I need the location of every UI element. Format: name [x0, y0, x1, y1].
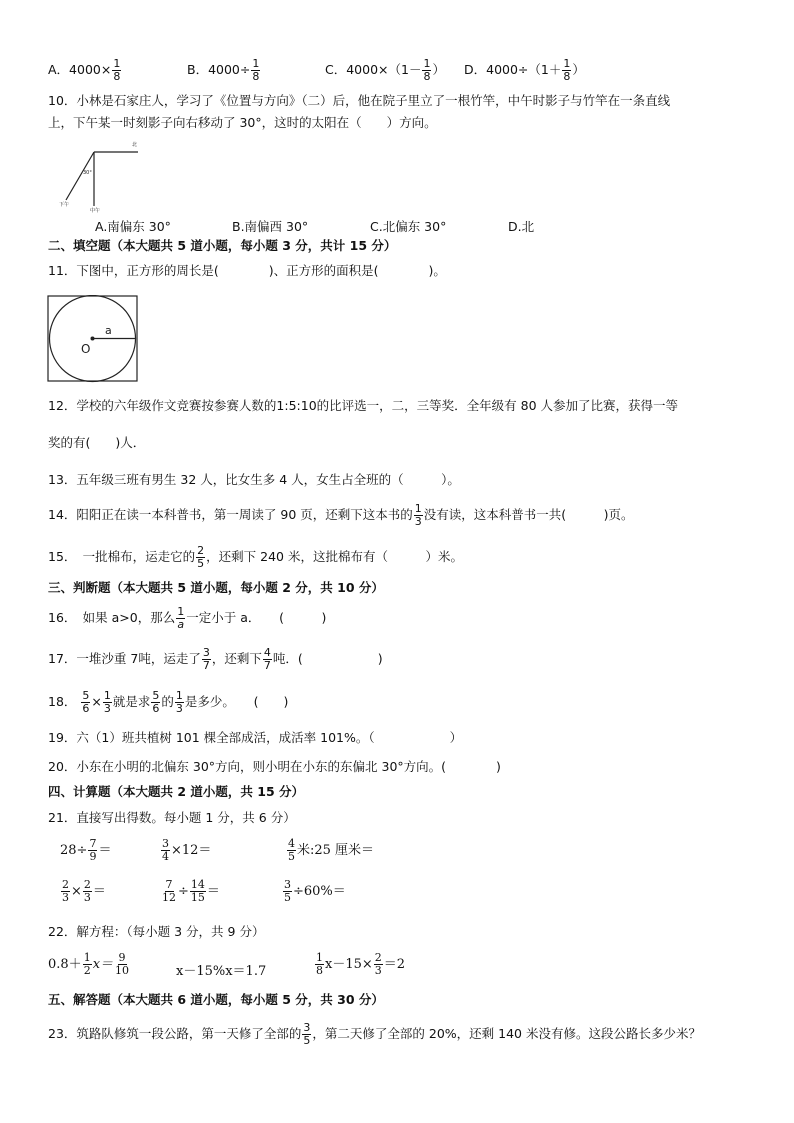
q21-title: 21．直接写出得数。每小题 1 分，共 6 分）	[48, 810, 296, 825]
section-heading-3: 三、判断题（本大题共 5 道小题，每小题 2 分，共 10 分）	[48, 580, 384, 595]
q21-expr-2: $\frac{3}{4}$ ×12＝	[162, 837, 212, 863]
q10-line2: 上，下午某一时刻影子向右移动了 30°，这时的太阳在（ ）方向。	[48, 115, 437, 130]
fraction: $\frac{5}{6}$	[152, 689, 160, 715]
q12-line1: 12．学校的六年级作文竞赛按参赛人数的1:5:10的比评选一，二，三等奖．全年级有 80 人参加了比赛，获得一等	[48, 398, 678, 413]
q22-equation-3: $\frac{1}{8}$ x－15× $\frac{2}{3}$ ＝2	[316, 951, 406, 977]
q10-line1: 10．小林是石家庄人，学习了《位置与方向》（二）后，他在院子里立了一根竹竿，中午时影子与竹竿在一条直线	[48, 93, 671, 108]
q21-expr-3: $\frac{4}{5}$ 米:25 厘米＝	[288, 837, 375, 863]
q9-option-d[interactable]: D．4000÷（1＋ $\frac{1}{8}$ ）	[464, 57, 585, 83]
q20-text: 20．小东在小明的北偏东 30°方向，则小明在小东的东偏北 30°方向。( )	[48, 759, 501, 774]
fraction: $\frac{1}{3}$	[414, 502, 422, 528]
q22-equation-1: 0.8＋ $\frac{1}{2}$ x＝ $\frac{9}{10}$	[48, 951, 130, 977]
q22-title: 22．解方程：（每小题 3 分，共 9 分）	[48, 924, 265, 939]
q21-expr-1: 28÷ $\frac{7}{9}$ ＝	[60, 837, 112, 863]
q11-text: 11．下图中，正方形的周长是( )、正方形的面积是( )。	[48, 263, 446, 278]
fraction: $\frac{2}{5}$	[197, 544, 205, 570]
fig-angle-label: 30°	[83, 170, 92, 176]
shadow-line-afternoon	[66, 152, 94, 200]
q14-text: 14．阳阳正在读一本科普书，第一周读了 90 页，还剩下这本书的 $\frac{1}{3}$ 没有读，这本科普书一共( )页。	[48, 502, 634, 528]
fraction: $\frac{3}{7}$	[202, 646, 210, 672]
fig-radius-label: a	[105, 324, 112, 337]
fraction: $\frac{1}{3}$	[103, 689, 111, 715]
q17-text: 17．一堆沙重 7吨，运走了 $\frac{3}{7}$ ，还剩下 $\frac{4}{7}$ 吨．( )	[48, 646, 383, 672]
q10-option-a[interactable]: A.南偏东 30°	[95, 219, 171, 234]
section-heading-2: 二、填空题（本大题共 5 道小题，每小题 3 分，共计 15 分）	[48, 238, 397, 253]
fraction: $\frac{1}{a}$	[177, 605, 185, 631]
q23-text: 23．筑路队修筑一段公路，第一天修了全部的 $\frac{3}{5}$ ，第二天修了全部的 20%，还剩 140 米没有修。这段公路长多少米？	[48, 1021, 701, 1047]
q9-option-c[interactable]: C．4000×（1－ $\frac{1}{8}$ ）	[325, 57, 445, 83]
q21-expr-4: $\frac{2}{3}$ × $\frac{2}{3}$ ＝	[62, 878, 106, 904]
section-heading-4: 四、计算题（本大题共 2 道小题，共 15 分）	[48, 784, 305, 799]
fraction: $\frac{1}{8}$	[563, 57, 571, 83]
section-heading-5: 五、解答题（本大题共 6 道小题，每小题 5 分，共 30 分）	[48, 992, 384, 1007]
center-dot	[91, 337, 95, 341]
fig-north-label: 北	[132, 142, 138, 148]
fraction: $\frac{3}{5}$	[303, 1021, 311, 1047]
fraction: $\frac{4}{7}$	[263, 646, 271, 672]
fig-noon-label: 中午	[90, 208, 101, 214]
q10-option-c[interactable]: C.北偏东 30°	[370, 219, 447, 234]
q12-line2: 奖的有( )人．	[48, 435, 146, 450]
q9-option-a[interactable]: A．4000× $\frac{1}{8}$	[48, 57, 121, 83]
q22-equation-2: x－15%x＝1.7	[176, 964, 267, 979]
q15-text: 15． 一批棉布，运走它的 $\frac{2}{5}$ ，还剩下 240 米，这批棉布有（ ）米。	[48, 544, 463, 570]
fraction: $\frac{5}{6}$	[82, 689, 90, 715]
q19-text: 19．六（1）班共植树 101 棵全部成活，成活率 101%。（ ）	[48, 730, 463, 745]
fraction: $\frac{1}{8}$	[252, 57, 260, 83]
q13-text: 13．五年级三班有男生 32 人，比女生多 4 人，女生占全班的（ ）。	[48, 472, 460, 487]
q16-text: 16． 如果 a>0，那么 $\frac{1}{a}$ 一定小于 a． ( )	[48, 605, 327, 631]
circle-in-square-figure	[47, 295, 139, 383]
q10-option-d[interactable]: D.北	[508, 219, 535, 234]
fraction: $\frac{1}{8}$	[113, 57, 121, 83]
shadow-direction-figure	[56, 134, 146, 214]
fig-center-label: O	[81, 342, 91, 356]
fraction: $\frac{1}{8}$	[423, 57, 431, 83]
q21-expr-6: $\frac{3}{5}$ ÷60%＝	[284, 878, 346, 904]
q21-expr-5: $\frac{7}{12}$ ÷ $\frac{14}{15}$ ＝	[162, 878, 220, 904]
q18-text: 18． $\frac{5}{6}$ × $\frac{1}{3}$ 就是求 $\frac{5}{6}$ 的 $\frac{1}{3}$ 是多少。 ( )	[48, 689, 289, 715]
q9-option-b[interactable]: B．4000÷ $\frac{1}{8}$	[187, 57, 260, 83]
fraction: $\frac{1}{3}$	[175, 689, 183, 715]
fig-afternoon-label: 下午	[59, 202, 70, 208]
q10-option-b[interactable]: B.南偏西 30°	[232, 219, 309, 234]
